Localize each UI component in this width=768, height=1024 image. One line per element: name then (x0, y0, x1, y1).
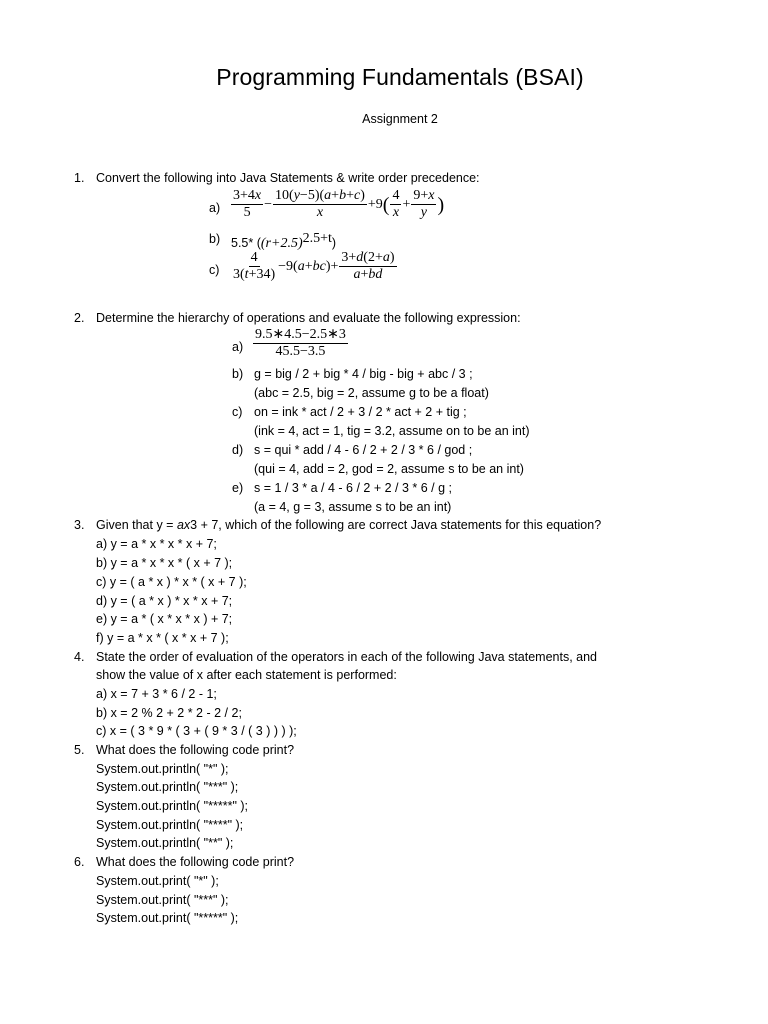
q2-item-label: b) (232, 367, 244, 381)
q1-b-close: ) (331, 236, 337, 251)
q6-number: 6. (74, 855, 85, 869)
q3-option: b) y = a * x * x * ( x + 7 ); (96, 556, 233, 570)
q2-a-label: a) (232, 340, 244, 354)
q2-a-expression (252, 327, 349, 360)
q1-b-prefix: 5.5* ( (231, 236, 261, 251)
q2-a-denominator: 45.5−3.5 (275, 344, 326, 359)
q5-code-line: System.out.println( "**" ); (96, 836, 234, 850)
q2-item-label: c) (232, 405, 243, 419)
q1-b-expression (231, 231, 336, 252)
q6-code-line: System.out.print( "*****" ); (96, 911, 239, 925)
q3-text-post: 3 + 7, which of the following are correct Java statements for this equation? (190, 518, 602, 532)
q4-option: b) x = 2 % 2 + 2 * 2 - 2 / 2; (96, 706, 242, 720)
document-title: Programming Fundamentals (BSAI) (216, 64, 584, 90)
q2-item-label: d) (232, 443, 244, 457)
q5-code-line: System.out.println( "*" ); (96, 762, 229, 776)
q5-number: 5. (74, 743, 85, 757)
q2-a-numerator: 9.5∗4.5−2.5∗3 (255, 327, 346, 342)
q2-item-label: e) (232, 481, 244, 495)
q6-text: What does the following code print? (96, 855, 295, 869)
q4-text-line2: show the value of x after each statement is performed: (96, 668, 397, 682)
q2-item-line2: (ink = 4, act = 1, tig = 3.2, assume on to be an int) (254, 424, 530, 438)
q6-code-line: System.out.print( "***" ); (96, 893, 229, 907)
q5-code-line: System.out.println( "****" ); (96, 818, 244, 832)
q1-b-exponent: 2.5+t (302, 231, 332, 246)
q6-code-line: System.out.print( "*" ); (96, 874, 219, 888)
document-subtitle: Assignment 2 (362, 112, 438, 126)
q3-option: c) y = ( a * x ) * x * ( x + 7 ); (96, 575, 247, 589)
q3-text-pre: Given that y = (96, 518, 177, 532)
q4-number: 4. (74, 650, 85, 664)
q3-option: d) y = ( a * x ) * x * x + 7; (96, 594, 233, 608)
q5-code-line: System.out.println( "***" ); (96, 780, 239, 794)
q4-text-line1: State the order of evaluation of the operators in each of the following Java statements, and (96, 650, 598, 664)
q2-text: Determine the hierarchy of operations and evaluate the following expression: (96, 311, 521, 325)
q1-b-label: b) (209, 232, 221, 246)
q5-code-line: System.out.println( "*****" ); (96, 799, 248, 813)
q1-c-expression: $\frac{4}{3(t+34)}$ −9(a+bc)+ $\frac{3+d(2+a)}{a+bd}$ (233, 250, 395, 282)
q3-option: f) y = a * x * ( x * x + 7 ); (96, 631, 229, 645)
q5-text: What does the following code print? (96, 743, 295, 757)
q2-item-line2: (a = 4, g = 3, assume s to be an int) (254, 500, 452, 514)
q3-option: a) y = a * x * x * x + 7; (96, 537, 217, 551)
q1-a-label: a) (209, 201, 221, 215)
q3-number: 3. (74, 518, 85, 532)
q3-text-italic: ax (176, 518, 191, 532)
q3-option: e) y = a * ( x * x * x ) + 7; (96, 612, 233, 626)
q1-b-base: (r+2.5) (260, 236, 303, 252)
q2-item-line1: g = big / 2 + big * 4 / big - big + abc / 3 ; (254, 367, 473, 381)
q2-item-line1: s = 1 / 3 * a / 4 - 6 / 2 + 2 / 3 * 6 / g ; (254, 481, 453, 495)
q2-number: 2. (74, 311, 85, 325)
q1-text: Convert the following into Java Statements & write order precedence: (96, 171, 480, 185)
q2-item-line1: s = qui * add / 4 - 6 / 2 + 2 / 3 * 6 / god ; (254, 443, 473, 457)
q4-option: a) x = 7 + 3 * 6 / 2 - 1; (96, 687, 217, 701)
q3-text (96, 517, 601, 533)
q1-number: 1. (74, 171, 85, 185)
q4-option: c) x = ( 3 * 9 * ( 3 + ( 9 * 3 / ( 3 ) ) ) ); (96, 724, 297, 738)
q2-item-line2: (abc = 2.5, big = 2, assume g to be a float) (254, 386, 489, 400)
q1-a-expression: $\frac{3+4x}{5}$ − $\frac{10(y-5)(a+b+c)}{x}$ +9 ( $\frac{4}{x}$ + $\frac{9+x}{y}$ ) (233, 188, 445, 220)
q2-item-line1: on = ink * act / 2 + 3 / 2 * act + 2 + tig ; (254, 405, 467, 419)
q1-c-label: c) (209, 263, 220, 277)
q2-item-line2: (qui = 4, add = 2, god = 2, assume s to be an int) (254, 462, 524, 476)
